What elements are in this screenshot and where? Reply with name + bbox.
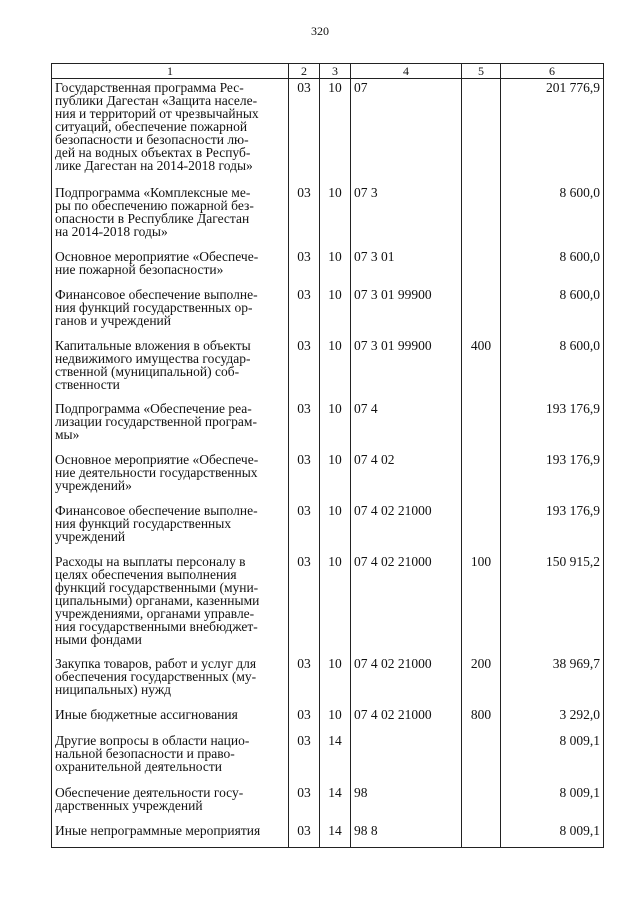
row-name: Основное мероприятие «Обеспече- ние пожарной безопасности»	[52, 248, 289, 286]
row-csr: 07 3 01 99900	[351, 337, 462, 400]
table-row	[52, 502, 604, 553]
row-sum: 193 176,9	[501, 400, 604, 451]
row-csr: 07 3 01 99900	[351, 286, 462, 337]
row-csr: 07 4 02 21000	[351, 655, 462, 706]
row-rz: 03	[289, 337, 320, 400]
row-rz: 03	[289, 706, 320, 732]
row-csr: 07 3	[351, 184, 462, 248]
table-row	[52, 286, 604, 337]
row-name: Закупка товаров, работ и услуг для обеспечения государственных (му- ниципальных) нужд	[52, 655, 289, 706]
row-name: Подпрограмма «Обеспечение реа- лизации государственной програм- мы»	[52, 400, 289, 451]
budget-table	[51, 63, 604, 848]
row-vr: 400	[462, 337, 501, 400]
header-row	[52, 64, 604, 79]
row-pr: 14	[320, 784, 351, 822]
row-name: Иные непрограммные мероприятия	[52, 822, 289, 848]
header-col-2: 2	[289, 64, 320, 79]
row-pr: 10	[320, 553, 351, 655]
row-rz: 03	[289, 732, 320, 784]
row-rz: 03	[289, 400, 320, 451]
table-row	[52, 184, 604, 248]
row-csr: 07 4 02 21000	[351, 502, 462, 553]
row-sum: 8 600,0	[501, 184, 604, 248]
row-rz: 03	[289, 655, 320, 706]
row-csr: 07 4 02 21000	[351, 553, 462, 655]
row-name: Финансовое обеспечение выполне- ния функций государственных учреждений	[52, 502, 289, 553]
row-vr	[462, 502, 501, 553]
row-vr	[462, 784, 501, 822]
row-sum: 193 176,9	[501, 502, 604, 553]
page-number: 320	[311, 24, 329, 38]
row-csr: 07 4	[351, 400, 462, 451]
row-rz: 03	[289, 286, 320, 337]
table-row	[52, 553, 604, 655]
table-row	[52, 337, 604, 400]
table-row	[52, 400, 604, 451]
row-rz: 03	[289, 184, 320, 248]
row-pr: 10	[320, 286, 351, 337]
row-vr	[462, 822, 501, 848]
row-sum: 8 009,1	[501, 784, 604, 822]
table-row	[52, 79, 604, 184]
row-sum: 3 292,0	[501, 706, 604, 732]
table-body	[52, 79, 604, 848]
row-sum: 193 176,9	[501, 451, 604, 502]
table-row	[52, 822, 604, 848]
row-name: Иные бюджетные ассигнования	[52, 706, 289, 732]
row-rz: 03	[289, 248, 320, 286]
row-pr: 10	[320, 655, 351, 706]
row-pr: 10	[320, 337, 351, 400]
row-rz: 03	[289, 822, 320, 848]
row-csr: 07 4 02	[351, 451, 462, 502]
row-name: Обеспечение деятельности госу- дарственных учреждений	[52, 784, 289, 822]
row-pr: 10	[320, 184, 351, 248]
row-sum: 8 600,0	[501, 248, 604, 286]
row-rz: 03	[289, 502, 320, 553]
row-pr: 14	[320, 732, 351, 784]
row-name: Государственная программа Рес- публики Дагестан «Защита населе- ния и территорий от чрезвычайных ситуаций, обеспечение пожарной безопасности и безопасности лю- дей на водных объектах в Респуб- лике Дагестан на 2014-2018 годы»	[52, 79, 289, 184]
header-col-6: 6	[501, 64, 604, 79]
row-rz: 03	[289, 79, 320, 184]
row-sum: 8 009,1	[501, 822, 604, 848]
row-sum: 8 600,0	[501, 337, 604, 400]
row-sum: 38 969,7	[501, 655, 604, 706]
row-csr: 07 4 02 21000	[351, 706, 462, 732]
row-vr	[462, 286, 501, 337]
row-pr: 10	[320, 79, 351, 184]
row-name: Финансовое обеспечение выполне- ния функций государственных ор- ганов и учреждений	[52, 286, 289, 337]
row-name: Капитальные вложения в объекты недвижимого имущества государ- ственной (муниципальной) соб- ственности	[52, 337, 289, 400]
row-name: Основное мероприятие «Обеспече- ние деятельности государственных учреждений»	[52, 451, 289, 502]
row-vr: 800	[462, 706, 501, 732]
row-csr	[351, 732, 462, 784]
row-vr: 100	[462, 553, 501, 655]
row-pr: 10	[320, 248, 351, 286]
header-col-1: 1	[52, 64, 289, 79]
table-row	[52, 732, 604, 784]
row-pr: 10	[320, 706, 351, 732]
header-col-3: 3	[320, 64, 351, 79]
row-pr: 10	[320, 502, 351, 553]
row-csr: 07	[351, 79, 462, 184]
row-pr: 10	[320, 400, 351, 451]
row-vr	[462, 400, 501, 451]
header-col-4: 4	[351, 64, 462, 79]
header-col-5: 5	[462, 64, 501, 79]
row-sum: 8 600,0	[501, 286, 604, 337]
row-vr	[462, 451, 501, 502]
row-csr: 98 8	[351, 822, 462, 848]
row-name: Другие вопросы в области нацио- нальной безопасности и право- охранительной деятельности	[52, 732, 289, 784]
row-csr: 07 3 01	[351, 248, 462, 286]
row-vr	[462, 732, 501, 784]
row-vr	[462, 248, 501, 286]
table-row	[52, 706, 604, 732]
table-row	[52, 655, 604, 706]
row-sum: 150 915,2	[501, 553, 604, 655]
row-vr: 200	[462, 655, 501, 706]
table-row	[52, 451, 604, 502]
row-vr	[462, 184, 501, 248]
row-rz: 03	[289, 553, 320, 655]
row-pr: 10	[320, 451, 351, 502]
row-sum: 201 776,9	[501, 79, 604, 184]
table-row	[52, 784, 604, 822]
row-vr	[462, 79, 501, 184]
row-rz: 03	[289, 784, 320, 822]
row-pr: 14	[320, 822, 351, 848]
table-row	[52, 248, 604, 286]
row-name: Подпрограмма «Комплексные ме- ры по обеспечению пожарной без- опасности в Республике Дагестан на 2014-2018 годы»	[52, 184, 289, 248]
row-sum: 8 009,1	[501, 732, 604, 784]
row-rz: 03	[289, 451, 320, 502]
row-csr: 98	[351, 784, 462, 822]
row-name: Расходы на выплаты персоналу в целях обеспечения выполнения функций государственными (муни- ципальными) органами, казенными учреждениями, органами управле- ния государственными внебюджет- ными фондами	[52, 553, 289, 655]
